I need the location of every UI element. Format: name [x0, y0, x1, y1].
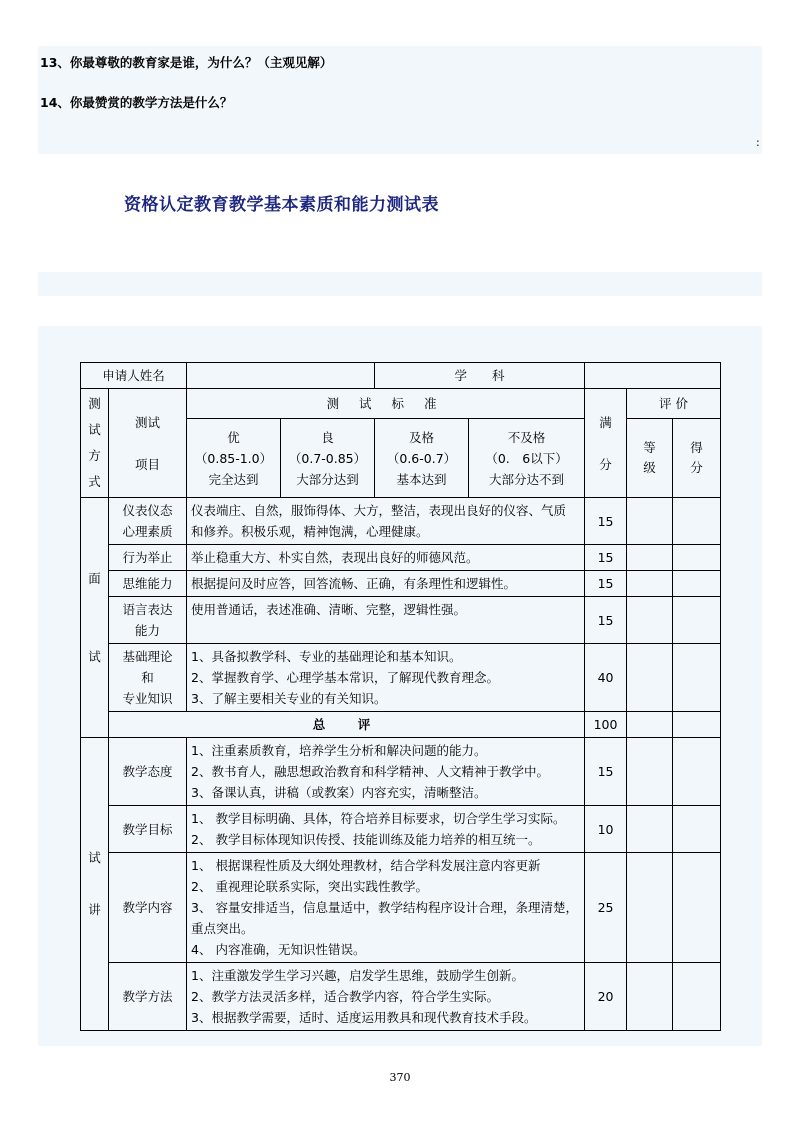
criteria-cell: 根据提问及时应答，回答流畅、正确，有条理性和逻辑性。: [187, 571, 585, 597]
grade-pass: 及格 （0.6-0.7） 基本达到: [375, 419, 469, 498]
full-score-cell: 40: [585, 644, 627, 712]
item-cell: 思维能力: [109, 571, 187, 597]
score-input-cell[interactable]: [673, 498, 721, 545]
score-header: 得 分: [673, 419, 721, 498]
grade-fail: 不及格 （0. 6以下） 大部分达不到: [469, 419, 585, 498]
subject-field[interactable]: [585, 363, 721, 389]
question-13: 13、你最尊敬的教育家是谁，为什么？（主观见解）: [40, 55, 333, 70]
header-row-1: [81, 389, 721, 419]
full-score-cell: 15: [585, 571, 627, 597]
total-value: 100: [585, 712, 627, 738]
criteria-cell: 1、具备拟教学科、专业的基础理论和基本知识。 2、掌握教育学、心理学基本常识，了解现代教育理念。 3、了解主要相关专业的有关知识。: [187, 644, 585, 712]
score-input-cell[interactable]: [673, 545, 721, 571]
full-score-cell: 20: [585, 963, 627, 1031]
score-input-cell[interactable]: [673, 712, 721, 738]
assessment-table-wrapper: [80, 362, 721, 1031]
criteria-cell: 1、注重素质教育，培养学生分析和解决问题的能力。 2、教书育人，融思想政治教育和科学精神、人文精神于教学中。 3、备课认真，讲稿（或教案）内容充实，清晰整洁。: [187, 738, 585, 806]
applicant-row: [81, 363, 721, 389]
table-row: [81, 963, 721, 1031]
applicant-name-field[interactable]: [187, 363, 375, 389]
question-14: 14、你最赞赏的教学方法是什么？: [40, 95, 233, 110]
grade-excellent: 优 （0.85-1.0） 完全达到: [187, 419, 281, 498]
table-row: [81, 498, 721, 545]
item-cell: 基础理论 和 专业知识: [109, 644, 187, 712]
grade-input-cell[interactable]: [627, 712, 673, 738]
applicant-label: 申请人姓名: [81, 363, 187, 389]
stray-mark: :: [756, 136, 760, 149]
middle-shaded-band: [38, 272, 762, 296]
table-row: [81, 738, 721, 806]
grade-good: 良 （0.7-0.85） 大部分达到: [281, 419, 375, 498]
grade-input-cell[interactable]: [627, 738, 673, 806]
full-score-cell: 15: [585, 597, 627, 644]
table-row: [81, 853, 721, 963]
grade-input-cell[interactable]: [627, 853, 673, 963]
evaluation-header: 评 价: [627, 389, 721, 419]
score-input-cell[interactable]: [673, 963, 721, 1031]
item-cell: 仪表仪态 心理素质: [109, 498, 187, 545]
grade-input-cell[interactable]: [627, 806, 673, 853]
full-score-cell: 15: [585, 738, 627, 806]
score-input-cell[interactable]: [673, 571, 721, 597]
table-row: [81, 597, 721, 644]
score-input-cell[interactable]: [673, 738, 721, 806]
full-score-cell: 15: [585, 545, 627, 571]
total-row: [81, 712, 721, 738]
criteria-cell: 1、注重激发学生学习兴趣，启发学生思维，鼓励学生创新。 2、教学方法灵活多样，适合教学内容，符合学生实际。 3、根据教学需要，适时、适度运用教具和现代教育技术手段。: [187, 963, 585, 1031]
score-input-cell[interactable]: [673, 806, 721, 853]
item-cell: 行为举止: [109, 545, 187, 571]
criteria-cell: 仪表端庄、自然，服饰得体、大方，整洁，表现出良好的仪容、气质 和修养。积极乐观，精神饱满，心理健康。: [187, 498, 585, 545]
grade-input-cell[interactable]: [627, 597, 673, 644]
item-cell: 教学目标: [109, 806, 187, 853]
item-cell: 教学态度: [109, 738, 187, 806]
standard-header: 测 试 标 准: [187, 389, 585, 419]
table-row: [81, 644, 721, 712]
interview-label: 面 试: [81, 498, 109, 738]
criteria-cell: 使用普通话，表述准确、清晰、完整，逻辑性强。: [187, 597, 585, 644]
criteria-cell: 1、 根据课程性质及大纲处理教材，结合学科发展注意内容更新 2、 重视理论联系实际，突出实践性教学。 3、 容量安排适当，信息量适中，教学结构程序设计合理，条理清楚，重点突出。 4、 内容准确，无知识性错误。: [187, 853, 585, 963]
full-score-cell: 15: [585, 498, 627, 545]
item-cell: 语言表达 能力: [109, 597, 187, 644]
page-number: 370: [389, 1071, 411, 1084]
test-item-header: 测试 项目: [109, 389, 187, 498]
item-cell: 教学方法: [109, 963, 187, 1031]
assessment-table: [80, 362, 721, 1031]
score-input-cell[interactable]: [673, 644, 721, 712]
full-score-header: 满 分: [585, 389, 627, 498]
total-label: 总 评: [109, 712, 585, 738]
grade-input-cell[interactable]: [627, 963, 673, 1031]
subject-label: 学 科: [375, 363, 585, 389]
method-label: 测 试 方 式: [81, 389, 109, 498]
document-title: 资格认定教育教学基本素质和能力测试表: [124, 195, 439, 215]
grade-input-cell[interactable]: [627, 571, 673, 597]
criteria-cell: 1、 教学目标明确、具体，符合培养目标要求，切合学生学习实际。 2、 教学目标体现知识传授、技能训练及能力培养的相互统一。: [187, 806, 585, 853]
table-row: [81, 806, 721, 853]
grade-input-cell[interactable]: [627, 545, 673, 571]
grade-input-cell[interactable]: [627, 644, 673, 712]
table-row: [81, 545, 721, 571]
grade-level-header: 等 级: [627, 419, 673, 498]
full-score-cell: 25: [585, 853, 627, 963]
grade-input-cell[interactable]: [627, 498, 673, 545]
lecture-label: 试 讲: [81, 738, 109, 1031]
score-input-cell[interactable]: [673, 597, 721, 644]
table-row: [81, 571, 721, 597]
item-cell: 教学内容: [109, 853, 187, 963]
score-input-cell[interactable]: [673, 853, 721, 963]
full-score-cell: 10: [585, 806, 627, 853]
criteria-cell: 举止稳重大方、朴实自然，表现出良好的师德风范。: [187, 545, 585, 571]
